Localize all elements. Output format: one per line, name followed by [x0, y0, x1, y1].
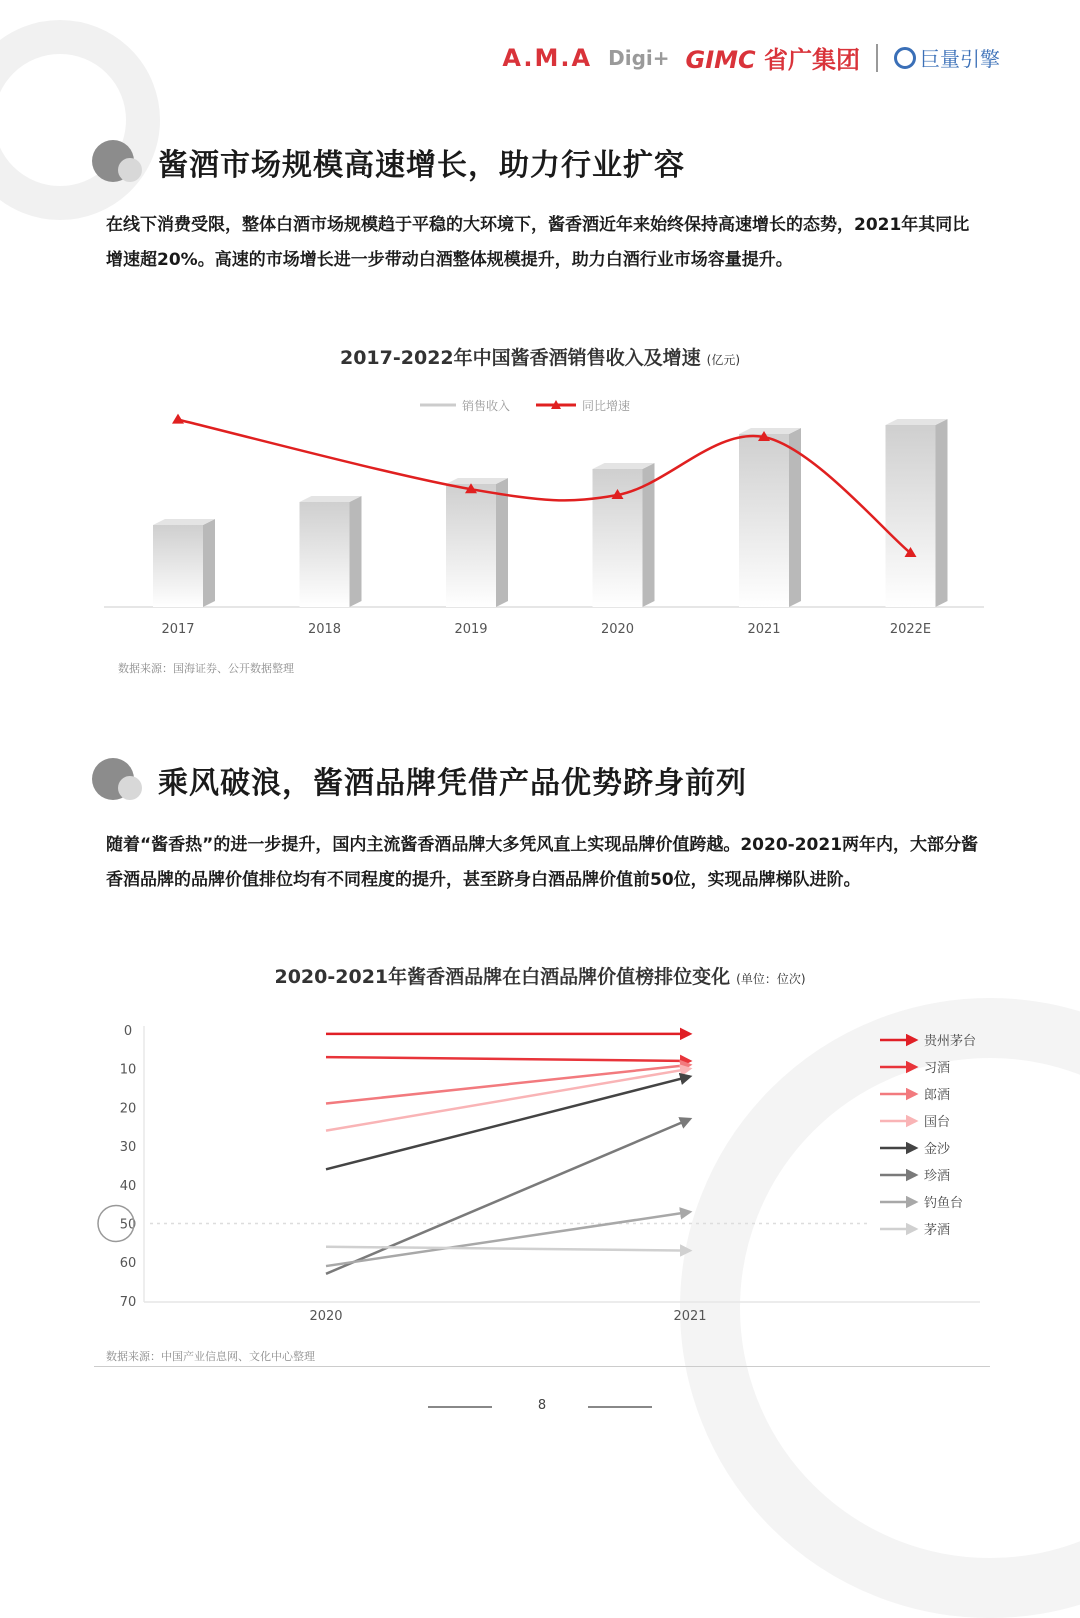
- y-tick-label: 70: [119, 1294, 137, 1310]
- x-tick-label: 2017: [161, 622, 195, 637]
- legend-label: 销售收入: [462, 399, 511, 413]
- rank-line: [326, 1069, 690, 1131]
- bar: [739, 434, 789, 607]
- heading-bullet-icon: [92, 758, 148, 802]
- section1-heading: [92, 140, 685, 184]
- bar: [886, 425, 936, 607]
- bar-side: [203, 519, 215, 607]
- rank-line: [326, 1065, 690, 1104]
- gimc-logo-cn: 省广集团: [764, 46, 860, 74]
- y-tick-label: 50: [119, 1217, 137, 1233]
- bar-side: [350, 496, 362, 607]
- rank-line: [326, 1212, 690, 1266]
- legend-label: 国台: [924, 1115, 951, 1130]
- growth-point: [172, 414, 184, 424]
- x-tick-label: 2020: [600, 622, 635, 637]
- chart1-svg: [0, 385, 1080, 645]
- legend-label: 金沙: [924, 1142, 951, 1157]
- heading-bullet-icon: [92, 140, 148, 184]
- section2-paragraph: 随着“酱香热”的进一步提升，国内主流酱香酒品牌大多凭风直上实现品牌价值跨越。2020-2021两年内，大部分酱香酒品牌的品牌价值排位均有不同程度的提升，甚至跻身白酒品牌价值前50位，实现品牌梯队进阶。: [106, 835, 979, 890]
- y-tick-label: 60: [119, 1256, 137, 1272]
- bar-side: [496, 478, 508, 607]
- x-tick-label: 2018: [307, 622, 342, 637]
- y-tick-label: 0: [123, 1024, 133, 1039]
- gimc-logo: [686, 40, 860, 75]
- legend-label: 同比增速: [582, 399, 631, 413]
- x-tick-label: 2020: [309, 1309, 343, 1324]
- chart1-source: 数据来源：国海证券、公开数据整理: [118, 662, 294, 675]
- chart2-svg: [0, 1010, 1080, 1340]
- decorative-ring: [0, 20, 160, 220]
- juliang-logo-text: 巨量引擎: [920, 47, 1000, 71]
- section2-title: 乘风破浪，酱酒品牌凭借产品优势跻身前列: [158, 766, 747, 801]
- logo-divider: [876, 44, 878, 72]
- chart1-title: [0, 343, 1080, 370]
- rank-line: [326, 1057, 690, 1061]
- chart1-unit: (亿元): [706, 353, 741, 367]
- page-number: 8: [537, 1398, 547, 1413]
- chart2-title-text: 2020-2021年酱香酒品牌在白酒品牌价值榜排位变化: [274, 966, 731, 988]
- x-tick-label: 2019: [454, 622, 488, 637]
- bar: [300, 502, 350, 607]
- x-tick-label: 2021: [673, 1309, 707, 1324]
- chart2-unit: (单位：位次): [736, 972, 806, 986]
- footer-line-right: [588, 1406, 652, 1408]
- bar-side: [936, 419, 948, 607]
- x-tick-label: 2022E: [889, 622, 932, 637]
- section1-paragraph: 在线下消费受限，整体白酒市场规模趋于平稳的大环境下，酱香酒近年来始终保持高速增长的态势，2021年其同比增速超20%。高速的市场增长进一步带动白酒整体规模提升，助力白酒行业市场容量提升。: [106, 215, 970, 270]
- ama-logo: A.M.A: [502, 43, 593, 72]
- bar: [446, 484, 496, 607]
- digi-logo: Digi+: [608, 45, 670, 70]
- y-tick-label: 10: [119, 1062, 137, 1078]
- legend-label: 茅酒: [924, 1223, 951, 1238]
- bar: [153, 525, 203, 607]
- legend-label: 郎酒: [924, 1088, 951, 1103]
- chart2-source: 数据来源：中国产业信息网、文化中心整理: [106, 1350, 315, 1363]
- x-tick-label: 2021: [747, 622, 781, 637]
- y-tick-label: 40: [119, 1178, 137, 1194]
- rank-line: [326, 1076, 690, 1169]
- chart2-title: [0, 962, 1080, 989]
- chart2-bottom-rule: [94, 1366, 990, 1367]
- bar-side: [789, 428, 801, 607]
- gimc-logo-text: GIMC: [685, 46, 756, 74]
- juliang-logo: [894, 43, 1000, 72]
- legend-label: 钓鱼台: [924, 1196, 964, 1211]
- legend-label: 习酒: [924, 1061, 951, 1076]
- section2-heading: [92, 758, 747, 802]
- header-logos: [502, 40, 1000, 75]
- juliang-mark-icon: [894, 47, 916, 69]
- legend-label: 珍酒: [924, 1169, 951, 1184]
- y-tick-label: 20: [119, 1101, 137, 1117]
- legend-label: 贵州茅台: [924, 1034, 977, 1049]
- y-tick-label: 30: [119, 1140, 137, 1156]
- section1-title: 酱酒市场规模高速增长，助力行业扩容: [158, 148, 685, 183]
- chart1-title-text: 2017-2022年中国酱香酒销售收入及增速: [339, 347, 701, 369]
- footer-line-left: [428, 1406, 492, 1408]
